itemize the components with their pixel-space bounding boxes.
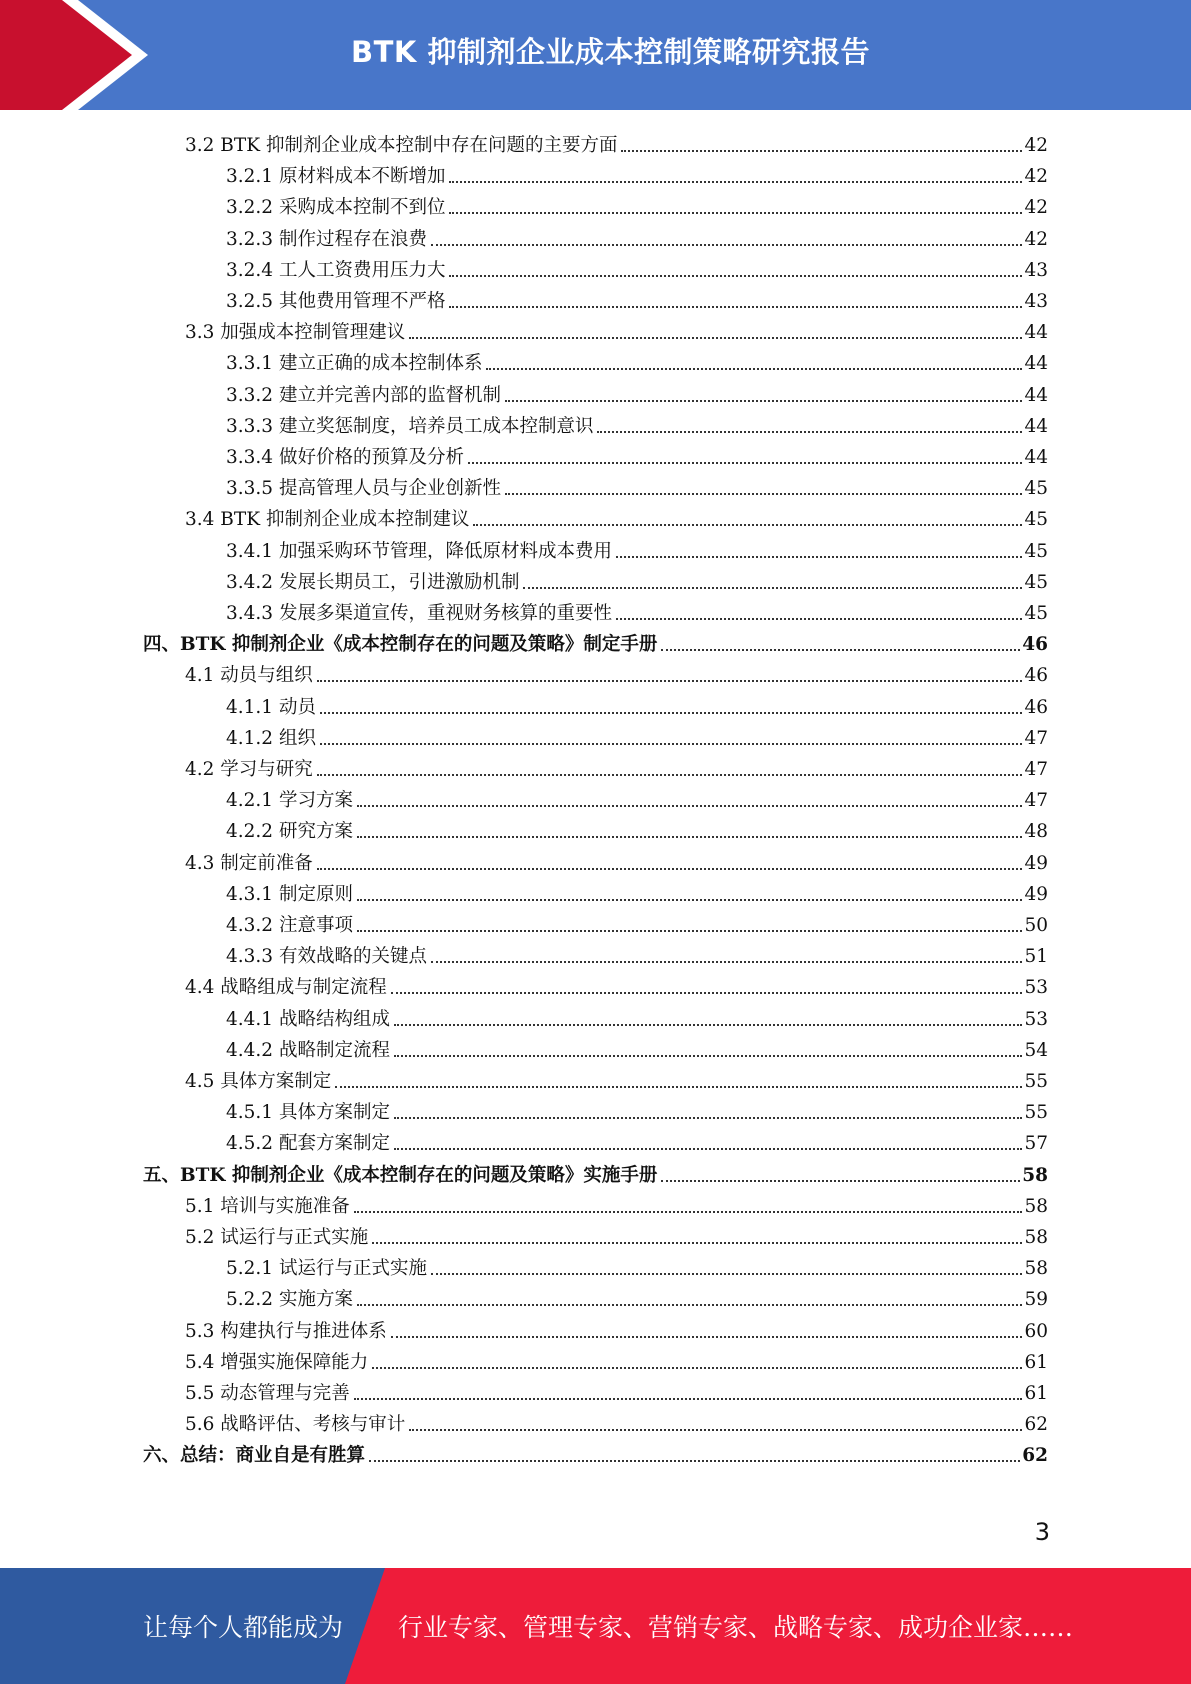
toc-leader-dots	[505, 493, 1022, 495]
toc-entry-label: 3.2.4 工人工资费用压力大	[226, 259, 446, 281]
toc-leader-dots	[486, 368, 1022, 370]
toc-leader-dots	[354, 1211, 1023, 1213]
toc-entry[interactable]	[226, 221, 1048, 251]
toc-entry[interactable]	[143, 1437, 1048, 1467]
toc-leader-dots	[431, 961, 1022, 963]
toc-entry-label: 3.2.3 制作过程存在浪费	[226, 228, 427, 250]
toc-entry-page: 45	[1024, 540, 1048, 562]
toc-leader-dots	[357, 930, 1023, 932]
toc-entry-page: 42	[1024, 228, 1048, 250]
toc-entry[interactable]	[226, 470, 1048, 500]
page-header	[0, 0, 1191, 110]
toc-entry-page: 55	[1024, 1102, 1048, 1124]
report-title: BTK 抑制剂企业成本控制策略研究报告	[351, 34, 870, 69]
toc-entry-label: 四、BTK 抑制剂企业《成本控制存在的问题及策略》制定手册	[143, 634, 658, 656]
toc-entry-page: 44	[1024, 415, 1048, 437]
toc-entry[interactable]	[185, 127, 1048, 157]
toc-entry[interactable]	[143, 1157, 1048, 1187]
footer-slogan-right: 行业专家、管理专家、营销专家、战略专家、成功企业家……	[398, 1613, 1074, 1642]
toc-entry-label: 5.3 构建执行与推进体系	[185, 1320, 387, 1342]
toc-leader-dots	[621, 150, 1022, 152]
toc-leader-dots	[357, 805, 1023, 807]
toc-entry-page: 44	[1024, 353, 1048, 375]
toc-entry[interactable]	[226, 189, 1048, 219]
toc-entry-label: 3.4.2 发展长期员工，引进激励机制	[226, 571, 520, 593]
toc-leader-dots	[320, 712, 1023, 714]
toc-entry[interactable]	[185, 1063, 1048, 1093]
toc-entry-label: 4.3.2 注意事项	[226, 915, 353, 936]
toc-entry-page: 61	[1024, 1383, 1048, 1404]
toc-entry-page: 47	[1024, 790, 1048, 812]
toc-leader-dots	[505, 400, 1022, 402]
toc-entry[interactable]	[226, 158, 1048, 188]
toc-leader-dots	[468, 462, 1022, 464]
toc-entry-page: 60	[1024, 1320, 1048, 1342]
toc-leader-dots	[357, 899, 1023, 901]
toc-entry-label: 4.1 动员与组织	[185, 665, 313, 687]
toc-entry-page: 59	[1024, 1289, 1048, 1311]
toc-entry-page: 42	[1024, 166, 1048, 188]
toc-entry-page: 44	[1024, 447, 1048, 468]
toc-entry-page: 61	[1024, 1351, 1048, 1373]
toc-entry-page: 49	[1024, 852, 1048, 874]
toc-entry[interactable]	[226, 720, 1048, 750]
toc-leader-dots	[473, 524, 1022, 526]
toc-entry-label: 六、总结：商业自是有胜算	[143, 1445, 366, 1467]
toc-leader-dots	[357, 1304, 1023, 1306]
toc-leader-dots	[354, 1398, 1023, 1400]
toc-entry[interactable]	[226, 1001, 1048, 1031]
toc-entry-page: 44	[1024, 322, 1048, 344]
toc-entry-label: 3.3.2 建立并完善内部的监督机制	[226, 384, 501, 406]
toc-entry[interactable]	[226, 533, 1048, 563]
toc-entry-label: 4.2.2 研究方案	[226, 821, 353, 843]
toc-leader-dots	[661, 649, 1020, 651]
toc-entry-label: 3.3.5 提高管理人员与企业创新性	[226, 478, 501, 500]
toc-entry[interactable]	[226, 595, 1048, 625]
toc-entry-label: 3.3.4 做好价格的预算及分析	[226, 447, 464, 468]
toc-entry[interactable]	[185, 1219, 1048, 1249]
toc-entry[interactable]	[185, 1375, 1048, 1405]
toc-entry-page: 45	[1024, 571, 1048, 593]
toc-entry-label: 5.2.2 实施方案	[226, 1289, 353, 1311]
toc-entry-label: 5.2.1 试运行与正式实施	[226, 1258, 427, 1280]
toc-entry-page: 44	[1024, 384, 1048, 406]
toc-entry-label: 4.3.1 制定原则	[226, 883, 353, 905]
toc-entry-page: 54	[1024, 1039, 1048, 1061]
footer-slogan-left: 让每个人都能成为	[143, 1613, 344, 1642]
toc-leader-dots	[523, 587, 1022, 589]
toc-entry-page: 42	[1024, 197, 1048, 219]
toc-leader-dots	[431, 244, 1022, 246]
toc-entry[interactable]	[226, 813, 1048, 843]
toc-entry-label: 4.1.2 组织	[226, 727, 316, 749]
toc-entry[interactable]	[185, 1188, 1048, 1218]
toc-entry[interactable]	[226, 564, 1048, 594]
toc-entry[interactable]	[226, 345, 1048, 375]
toc-leader-dots	[409, 1429, 1022, 1431]
toc-entry[interactable]	[226, 439, 1048, 469]
toc-entry-page: 48	[1024, 821, 1048, 843]
toc-entry[interactable]	[143, 626, 1048, 656]
toc-entry-page: 46	[1024, 696, 1048, 718]
toc-entry-label: 4.3.3 有效战略的关键点	[226, 946, 427, 968]
toc-entry[interactable]	[226, 782, 1048, 812]
toc-entry[interactable]	[226, 907, 1048, 937]
toc-entry-page: 42	[1024, 135, 1048, 156]
toc-entry-page: 45	[1024, 509, 1048, 531]
page-footer	[0, 1568, 1191, 1684]
toc-entry-page: 58	[1024, 1195, 1048, 1217]
toc-entry[interactable]	[185, 1406, 1048, 1436]
toc-entry[interactable]	[185, 314, 1048, 344]
toc-entry-page: 45	[1024, 478, 1048, 500]
toc-leader-dots	[391, 1336, 1023, 1338]
toc-entry-page: 50	[1024, 915, 1048, 936]
toc-entry[interactable]	[226, 377, 1048, 407]
toc-leader-dots	[431, 1273, 1022, 1275]
toc-leader-dots	[335, 1086, 1022, 1088]
toc-entry-label: 4.5 具体方案制定	[185, 1071, 332, 1092]
toc-entry-page: 58	[1024, 1227, 1048, 1248]
toc-entry-label: 5.5 动态管理与完善	[185, 1383, 350, 1404]
toc-entry-label: 4.2 学习与研究	[185, 759, 313, 780]
toc-entry-label: 4.2.1 学习方案	[226, 790, 353, 812]
toc-entry[interactable]	[185, 751, 1048, 781]
toc-entry-label: 五、BTK 抑制剂企业《成本控制存在的问题及策略》实施手册	[143, 1164, 658, 1186]
toc-entry-label: 4.5.1 具体方案制定	[226, 1102, 390, 1124]
toc-entry-label: 4.4 战略组成与制定流程	[185, 977, 387, 999]
toc-entry-page: 53	[1024, 1008, 1048, 1030]
toc-entry-label: 3.2.2 采购成本控制不到位	[226, 197, 446, 219]
toc-entry[interactable]	[185, 845, 1048, 875]
toc-entry[interactable]	[226, 1281, 1048, 1311]
toc-leader-dots	[616, 618, 1022, 620]
toc-leader-dots	[449, 181, 1022, 183]
toc-entry-label: 5.6 战略评估、考核与审计	[185, 1414, 406, 1436]
toc-entry[interactable]	[226, 1250, 1048, 1280]
toc-leader-dots	[357, 836, 1023, 838]
toc-leader-dots	[449, 275, 1022, 277]
toc-entry[interactable]	[226, 938, 1048, 968]
toc-leader-dots	[616, 556, 1022, 558]
toc-entry-label: 3.4 BTK 抑制剂企业成本控制建议	[185, 509, 470, 531]
toc-entry[interactable]	[226, 1032, 1048, 1062]
toc-leader-dots	[372, 1242, 1022, 1244]
toc-entry-label: 3.4.3 发展多渠道宣传，重视财务核算的重要性	[226, 603, 612, 624]
toc-entry-page: 57	[1024, 1133, 1048, 1155]
toc-entry[interactable]	[226, 689, 1048, 719]
toc-entry[interactable]	[226, 1125, 1048, 1155]
toc-leader-dots	[661, 1180, 1020, 1182]
toc-entry[interactable]	[226, 876, 1048, 906]
toc-entry-label: 3.2.5 其他费用管理不严格	[226, 291, 446, 312]
toc-entry-page: 45	[1024, 603, 1048, 624]
toc-entry-label: 3.4.1 加强采购环节管理，降低原材料成本费用	[226, 540, 612, 562]
toc-entry[interactable]	[185, 1344, 1048, 1374]
toc-entry-page: 53	[1024, 977, 1048, 999]
toc-entry[interactable]	[185, 969, 1048, 999]
toc-leader-dots	[409, 337, 1022, 339]
toc-entry[interactable]	[226, 283, 1048, 313]
toc-entry-label: 3.2.1 原材料成本不断增加	[226, 166, 446, 188]
toc-entry-page: 51	[1024, 946, 1048, 968]
toc-entry-page: 58	[1022, 1164, 1048, 1186]
toc-entry-label: 4.3 制定前准备	[185, 852, 313, 874]
toc-leader-dots	[394, 1148, 1022, 1150]
toc-entry-label: 5.4 增强实施保障能力	[185, 1351, 369, 1373]
toc-entry-label: 4.5.2 配套方案制定	[226, 1133, 390, 1155]
toc-entry-label: 3.3.1 建立正确的成本控制体系	[226, 353, 483, 375]
toc-leader-dots	[391, 992, 1023, 994]
toc-entry-page: 47	[1024, 727, 1048, 749]
toc-leader-dots	[369, 1460, 1020, 1462]
toc-entry-label: 4.4.1 战略结构组成	[226, 1008, 390, 1030]
toc-entry-page: 62	[1024, 1414, 1048, 1436]
toc-entry-page: 58	[1024, 1258, 1048, 1280]
toc-entry[interactable]	[226, 1094, 1048, 1124]
toc-entry[interactable]	[185, 1313, 1048, 1343]
toc-entry-page: 43	[1024, 259, 1048, 281]
toc-leader-dots	[449, 306, 1022, 308]
toc-entry-label: 3.3.3 建立奖惩制度，培养员工成本控制意识	[226, 415, 594, 437]
toc-entry-page: 47	[1024, 759, 1048, 780]
toc-entry-page: 49	[1024, 883, 1048, 905]
toc-leader-dots	[597, 431, 1022, 433]
toc-entry[interactable]	[185, 657, 1048, 687]
toc-leader-dots	[317, 774, 1023, 776]
toc-leader-dots	[372, 1367, 1022, 1369]
page-number: 3	[1034, 1518, 1050, 1546]
toc-leader-dots	[317, 680, 1023, 682]
toc-leader-dots	[394, 1024, 1022, 1026]
toc-entry-label: 3.2 BTK 抑制剂企业成本控制中存在问题的主要方面	[185, 135, 618, 156]
toc-entry-page: 62	[1022, 1445, 1048, 1467]
toc-entry-label: 5.2 试运行与正式实施	[185, 1227, 369, 1248]
toc-leader-dots	[394, 1055, 1022, 1057]
toc-entry-page: 46	[1022, 634, 1048, 656]
toc-leader-dots	[317, 868, 1023, 870]
toc-entry[interactable]	[185, 501, 1048, 531]
toc-entry-page: 43	[1024, 291, 1048, 312]
toc-leader-dots	[394, 1117, 1022, 1119]
toc-entry-label: 4.1.1 动员	[226, 696, 316, 718]
toc-entry[interactable]	[226, 252, 1048, 282]
toc-leader-dots	[449, 212, 1022, 214]
toc-entry-label: 3.3 加强成本控制管理建议	[185, 322, 406, 344]
toc-entry-label: 5.1 培训与实施准备	[185, 1195, 350, 1217]
toc-entry-label: 4.4.2 战略制定流程	[226, 1039, 390, 1061]
toc-entry[interactable]	[226, 408, 1048, 438]
toc-entry-page: 55	[1024, 1071, 1048, 1092]
toc-leader-dots	[320, 743, 1023, 745]
toc-entry-page: 46	[1024, 665, 1048, 687]
